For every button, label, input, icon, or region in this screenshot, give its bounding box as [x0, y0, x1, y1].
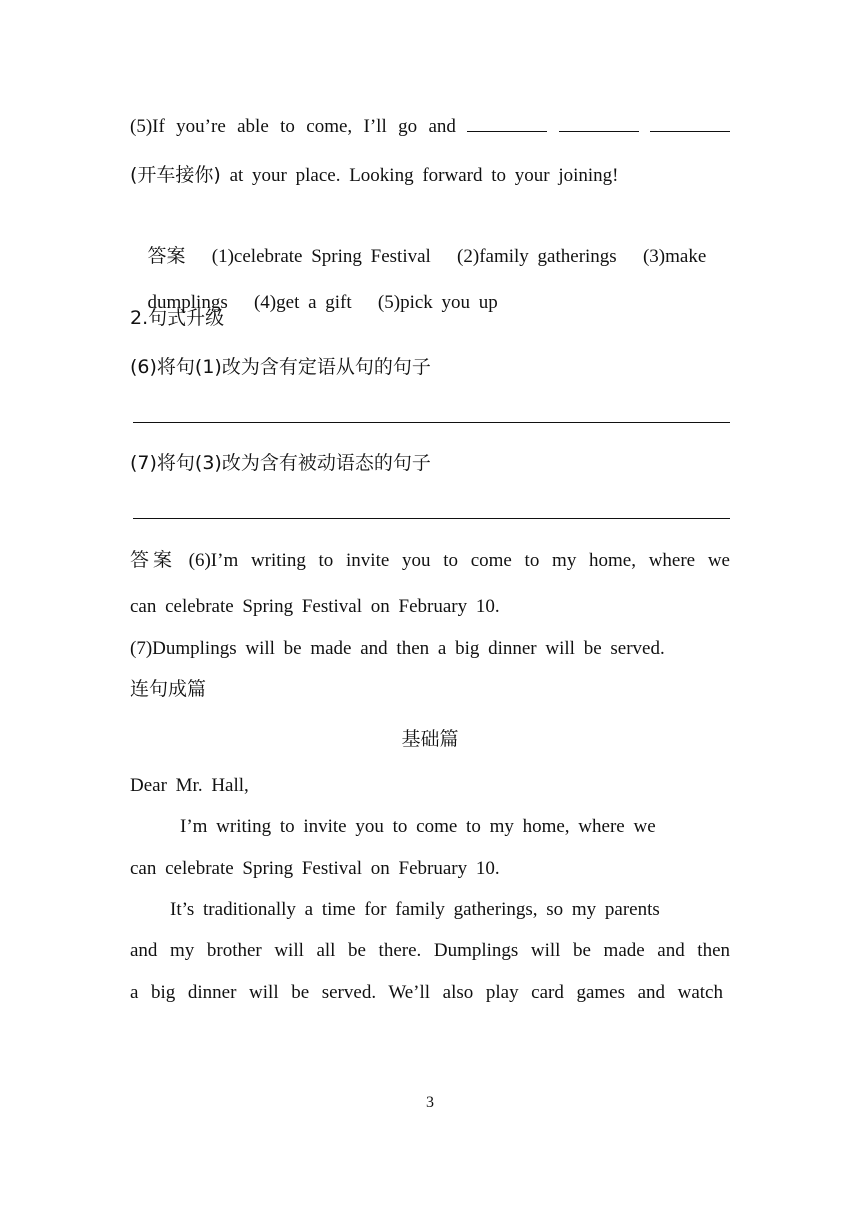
q5-line1: [130, 113, 730, 140]
blank-1[interactable]: [467, 113, 547, 132]
answer1-text1: (1)celebrate Spring Festival (2)family gatherings (3)make: [211, 246, 707, 267]
question6: (6)将句(1)改为含有定语从句的句子: [130, 356, 431, 378]
letter-greeting: Dear Mr. Hall,: [130, 775, 249, 796]
section3-heading: 连句成篇: [130, 678, 207, 700]
q5-line2: [130, 162, 619, 189]
section2-heading: 2.句式升级: [130, 307, 225, 329]
answer-rule-6[interactable]: [133, 422, 730, 423]
answer1-line1: [130, 217, 706, 270]
answer2-line3: (7)Dumplings will be made and then a big dinner will be served.: [130, 638, 665, 659]
answer1-text2: dumplings (4)get a gift (5)pick you up: [147, 292, 498, 313]
answer2-label: 答案: [130, 549, 176, 571]
section3-subheading: 基础篇: [401, 728, 459, 750]
answer2-text1: (6)I’m writing to invite you to come to my home, where we: [188, 550, 730, 571]
letter-p1-line2: can celebrate Spring Festival on February 10.: [130, 858, 500, 879]
q5-hint-en: at your place. Looking forward to your joining!: [220, 165, 619, 186]
letter-p2-line3: a big dinner will be served. We’ll also play card games and watch: [130, 982, 723, 1003]
question7: (7)将句(3)改为含有被动语态的句子: [130, 452, 431, 474]
blank-2[interactable]: [559, 113, 639, 132]
page-number: 3: [426, 1094, 434, 1111]
letter-p2-line1: It’s traditionally a time for family gatherings, so my parents: [170, 899, 660, 920]
q5-text: (5)If you’re able to come, I’ll go and: [130, 116, 456, 137]
q5-hint-cn: (开车接你): [130, 164, 221, 186]
letter-p1-line1: I’m writing to invite you to come to my home, where we: [180, 816, 656, 837]
answer2-line1: [130, 547, 730, 574]
answer2-line2: can celebrate Spring Festival on February 10.: [130, 596, 500, 617]
blank-3[interactable]: [650, 113, 730, 132]
answer1-label: 答案: [147, 245, 186, 267]
letter-p2-line2: and my brother will all be there. Dumplings will be made and then: [130, 940, 730, 961]
answer-rule-7[interactable]: [133, 518, 730, 519]
